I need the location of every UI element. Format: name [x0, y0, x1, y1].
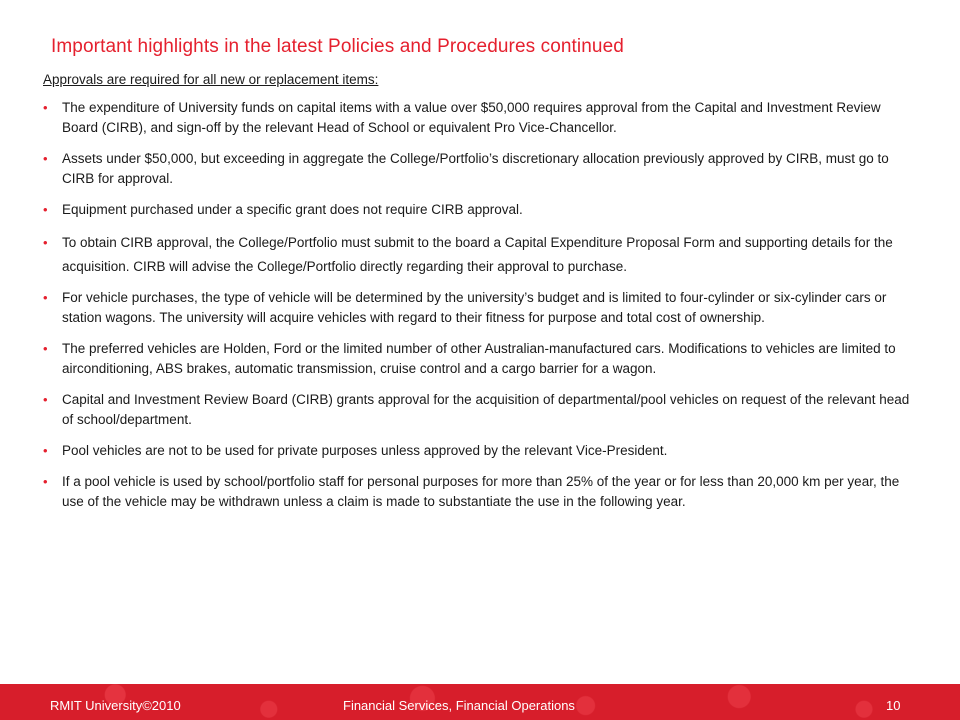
bullet-text: If a pool vehicle is used by school/portfolio staff for personal purposes for more than 25% of the year or for less than 20,000 km per year, the use of the vehicle may be withdrawn unless a claim is made to substantiate the use in the following year. — [62, 474, 900, 509]
bullet-item — [43, 441, 913, 461]
footer-bar — [0, 684, 960, 720]
bullet-icon: • — [43, 290, 48, 305]
bullet-icon: • — [43, 341, 48, 356]
bullet-item — [43, 231, 913, 279]
bullet-item — [43, 390, 913, 430]
bullet-item — [43, 472, 913, 512]
bullet-item — [43, 200, 913, 220]
bullet-icon: • — [43, 474, 48, 489]
bullet-icon: • — [43, 100, 48, 115]
bullet-text: The preferred vehicles are Holden, Ford or the limited number of other Australian-manufactured cars. Modifications to vehicles are limited to airconditioning, ABS brakes, automatic transmission, cruise control and a cargo barrier for a wagon. — [62, 341, 896, 376]
bullet-icon: • — [43, 202, 48, 217]
bullet-icon: • — [43, 443, 48, 458]
bullet-text: The expenditure of University funds on capital items with a value over $50,000 requires approval from the Capital and Investment Review Board (CIRB), and sign-off by the relevant Head of School or equivalent Pro Vice-Chancellor. — [62, 100, 881, 135]
bullet-text: Equipment purchased under a specific grant does not require CIRB approval. — [62, 202, 523, 217]
footer-department: Financial Services, Financial Operations — [343, 698, 575, 713]
bullet-text: Capital and Investment Review Board (CIRB) grants approval for the acquisition of departmental/pool vehicles on request of the relevant head of school/department. — [62, 392, 910, 427]
bullet-item — [43, 288, 913, 328]
intro-text: Approvals are required for all new or replacement items: — [43, 72, 379, 87]
bullet-icon: • — [43, 235, 48, 250]
bullet-list — [43, 98, 913, 523]
page-number: 10 — [886, 698, 901, 713]
bullet-item — [43, 98, 913, 138]
footer-copyright: RMIT University©2010 — [50, 698, 181, 713]
bullet-item — [43, 149, 913, 189]
bullet-item — [43, 339, 913, 379]
bullet-text: For vehicle purchases, the type of vehicle will be determined by the university’s budget and is limited to four-cylinder or six-cylinder cars or station wagons. The university will acquire vehicles with regard to their fitness for purpose and total cost of ownership. — [62, 290, 887, 325]
bullet-icon: • — [43, 151, 48, 166]
slide-title: Important highlights in the latest Policies and Procedures continued — [51, 36, 624, 57]
bullet-icon: • — [43, 392, 48, 407]
bullet-text: To obtain CIRB approval, the College/Portfolio must submit to the board a Capital Expenditure Proposal Form and supporting details for the acquisition. CIRB will advise the College/Portfolio directly regarding their approval to purchase. — [62, 235, 893, 274]
bullet-text: Pool vehicles are not to be used for private purposes unless approved by the relevant Vice-President. — [62, 443, 668, 458]
bullet-text: Assets under $50,000, but exceeding in aggregate the College/Portfolio’s discretionary allocation previously approved by CIRB, must go to CIRB for approval. — [62, 151, 889, 186]
